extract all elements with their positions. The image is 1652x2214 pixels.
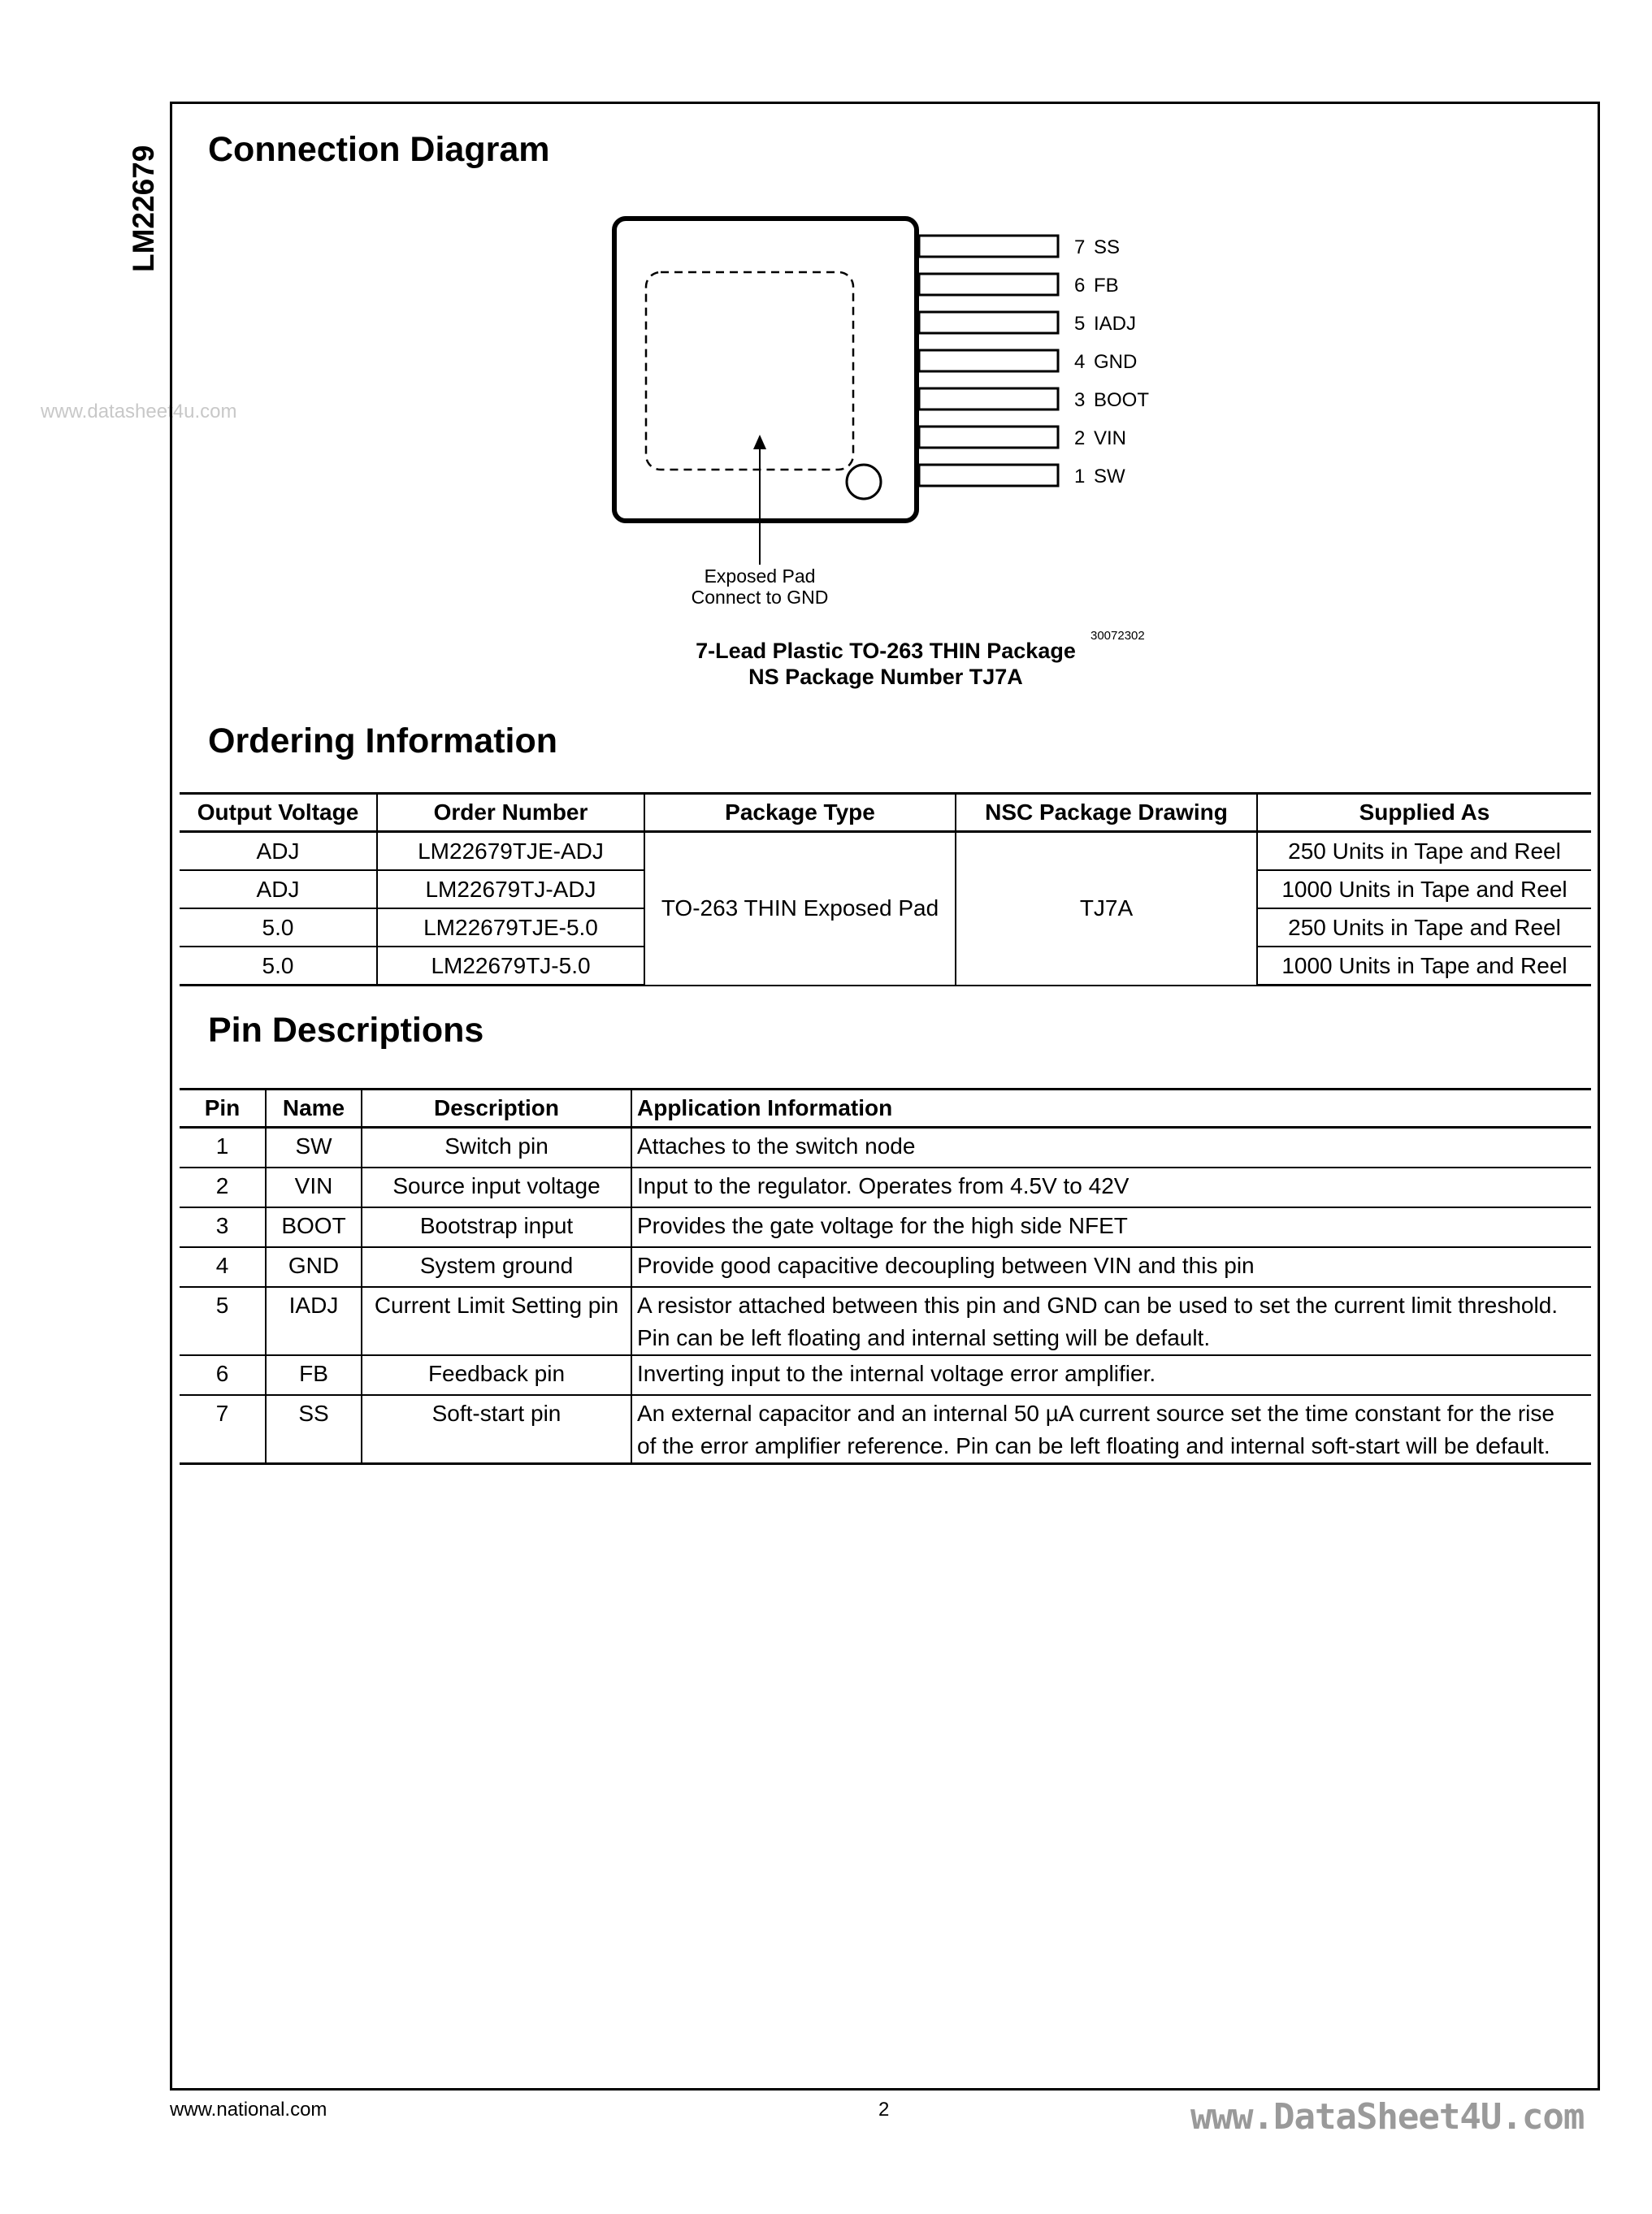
page-number: 2 (878, 2099, 890, 2121)
pin-header-application: Application Information (631, 1090, 1591, 1128)
heading-connection-diagram: Connection Diagram (208, 130, 550, 169)
ordering-voltage: 5.0 (180, 947, 377, 986)
pad-label-line2: Connect to GND (691, 587, 829, 608)
pin-number: 4 (180, 1247, 266, 1287)
pin-application-info-line1: An external capacitor and an internal 50 µA current source set the time constant for the rise (637, 1401, 1554, 1426)
ordering-voltage: ADJ (180, 870, 377, 908)
pin-application-info: Provide good capacitive decoupling between VIN and this pin (631, 1247, 1591, 1287)
ordering-order-number: LM22679TJE-5.0 (377, 908, 644, 947)
ordering-voltage: 5.0 (180, 908, 377, 947)
pin-number: 2 (180, 1168, 266, 1207)
table-row (180, 1128, 1591, 1168)
pin-name: IADJ (266, 1287, 362, 1355)
lead-pin-2 (919, 427, 1058, 448)
pin-application-info-line1: A resistor attached between this pin and GND can be used to set the current limit threshold. (637, 1293, 1559, 1318)
ordering-supplied: 250 Units in Tape and Reel (1257, 832, 1591, 871)
pin-application-info: Input to the regulator. Operates from 4.5V to 42V (631, 1168, 1591, 1207)
pin-name-label: GND (1094, 351, 1138, 373)
figure-id: 30072302 (1090, 629, 1145, 643)
pin-number-label: 2 (1074, 427, 1086, 449)
pin-table (180, 1088, 1591, 1465)
ordering-drawing: TJ7A (956, 832, 1257, 986)
pin-name-label: BOOT (1094, 389, 1150, 411)
table-row (180, 1395, 1591, 1464)
pin-header-name: Name (266, 1090, 362, 1128)
pin-name: BOOT (266, 1207, 362, 1247)
lead-pin-1 (919, 465, 1058, 486)
pin-number-label: 3 (1074, 389, 1086, 411)
ordering-package-type: TO-263 THIN Exposed Pad (644, 832, 956, 986)
pin-number-label: 4 (1074, 351, 1086, 373)
table-row (180, 1168, 1591, 1207)
pin-name: FB (266, 1355, 362, 1395)
pin-header-pin: Pin (180, 1090, 266, 1128)
lead-pin-3 (919, 388, 1058, 409)
pin-application-info: Attaches to the switch node (631, 1128, 1591, 1168)
ordering-supplied: 250 Units in Tape and Reel (1257, 908, 1591, 947)
watermark-bottom: www.DataSheet4U.com (1190, 2096, 1585, 2138)
diagram-caption-line2: NS Package Number TJ7A (748, 665, 1023, 689)
ordering-supplied: 1000 Units in Tape and Reel (1257, 870, 1591, 908)
heading-ordering-information: Ordering Information (208, 721, 557, 760)
ordering-supplied: 1000 Units in Tape and Reel (1257, 947, 1591, 986)
lead-pin-6 (919, 274, 1058, 295)
ordering-order-number: LM22679TJ-5.0 (377, 947, 644, 986)
table-row (180, 1207, 1591, 1247)
ordering-order-number: LM22679TJ-ADJ (377, 870, 644, 908)
pin-number: 3 (180, 1207, 266, 1247)
pin-description: Feedback pin (362, 1355, 631, 1395)
pin-header-row (180, 1090, 1591, 1128)
pin-name: VIN (266, 1168, 362, 1207)
heading-pin-descriptions: Pin Descriptions (208, 1011, 484, 1050)
pad-label-line1: Exposed Pad (704, 565, 816, 587)
pin-name-label: FB (1094, 275, 1119, 297)
pin-number-label: 7 (1074, 236, 1086, 258)
pin-name-label: VIN (1094, 427, 1127, 449)
ordering-header-order: Order Number (377, 794, 644, 832)
pin-description: Source input voltage (362, 1168, 631, 1207)
pin-name-label: SS (1094, 236, 1121, 258)
pin-description: System ground (362, 1247, 631, 1287)
pin-number: 6 (180, 1355, 266, 1395)
connection-diagram (601, 207, 1186, 613)
pin-number-label: 6 (1074, 275, 1086, 297)
pin-application-info (631, 1395, 1591, 1464)
package-body (614, 219, 917, 521)
part-number-side-label: LM22679 (127, 145, 160, 272)
table-row (180, 1247, 1591, 1287)
pin-header-description: Description (362, 1090, 631, 1128)
pin-description: Bootstrap input (362, 1207, 631, 1247)
ordering-table (180, 792, 1591, 986)
ordering-header-drawing: NSC Package Drawing (956, 794, 1257, 832)
table-row (180, 1355, 1591, 1395)
pin-name: GND (266, 1247, 362, 1287)
footer-url[interactable]: www.national.com (170, 2099, 327, 2121)
pin-description: Switch pin (362, 1128, 631, 1168)
pin-name-label: SW (1094, 466, 1125, 487)
pin-number: 5 (180, 1287, 266, 1355)
pin-name: SW (266, 1128, 362, 1168)
ordering-header-voltage: Output Voltage (180, 794, 377, 832)
diagram-caption-line1: 7-Lead Plastic TO-263 THIN Package (696, 639, 1076, 663)
ordering-header-package: Package Type (644, 794, 956, 832)
pin-number: 1 (180, 1128, 266, 1168)
table-row (180, 832, 1591, 871)
table-row (180, 1287, 1591, 1355)
pin-description: Soft-start pin (362, 1395, 631, 1464)
lead-pin-4 (919, 350, 1058, 371)
watermark-top: www.datasheet4u.com (41, 401, 237, 422)
ordering-header-row (180, 794, 1591, 832)
pin-application-info (631, 1287, 1591, 1355)
pin-application-info: Inverting input to the internal voltage error amplifier. (631, 1355, 1591, 1395)
pin-name: SS (266, 1395, 362, 1464)
lead-pin-5 (919, 312, 1058, 333)
pin-description: Current Limit Setting pin (362, 1287, 631, 1355)
pin-application-info: Provides the gate voltage for the high side NFET (631, 1207, 1591, 1247)
ordering-header-supplied: Supplied As (1257, 794, 1591, 832)
pin-number-label: 5 (1074, 313, 1086, 335)
pin-number-label: 1 (1074, 466, 1086, 487)
pin-name-label: IADJ (1094, 313, 1137, 335)
ordering-order-number: LM22679TJE-ADJ (377, 832, 644, 871)
pin-application-info-line2: Pin can be left floating and internal setting will be default. (637, 1325, 1211, 1350)
pin-application-info-line2: of the error amplifier reference. Pin can be left floating and internal soft-start will be default. (637, 1433, 1550, 1458)
pin-number: 7 (180, 1395, 266, 1464)
lead-pin-7 (919, 236, 1058, 257)
ordering-voltage: ADJ (180, 832, 377, 871)
